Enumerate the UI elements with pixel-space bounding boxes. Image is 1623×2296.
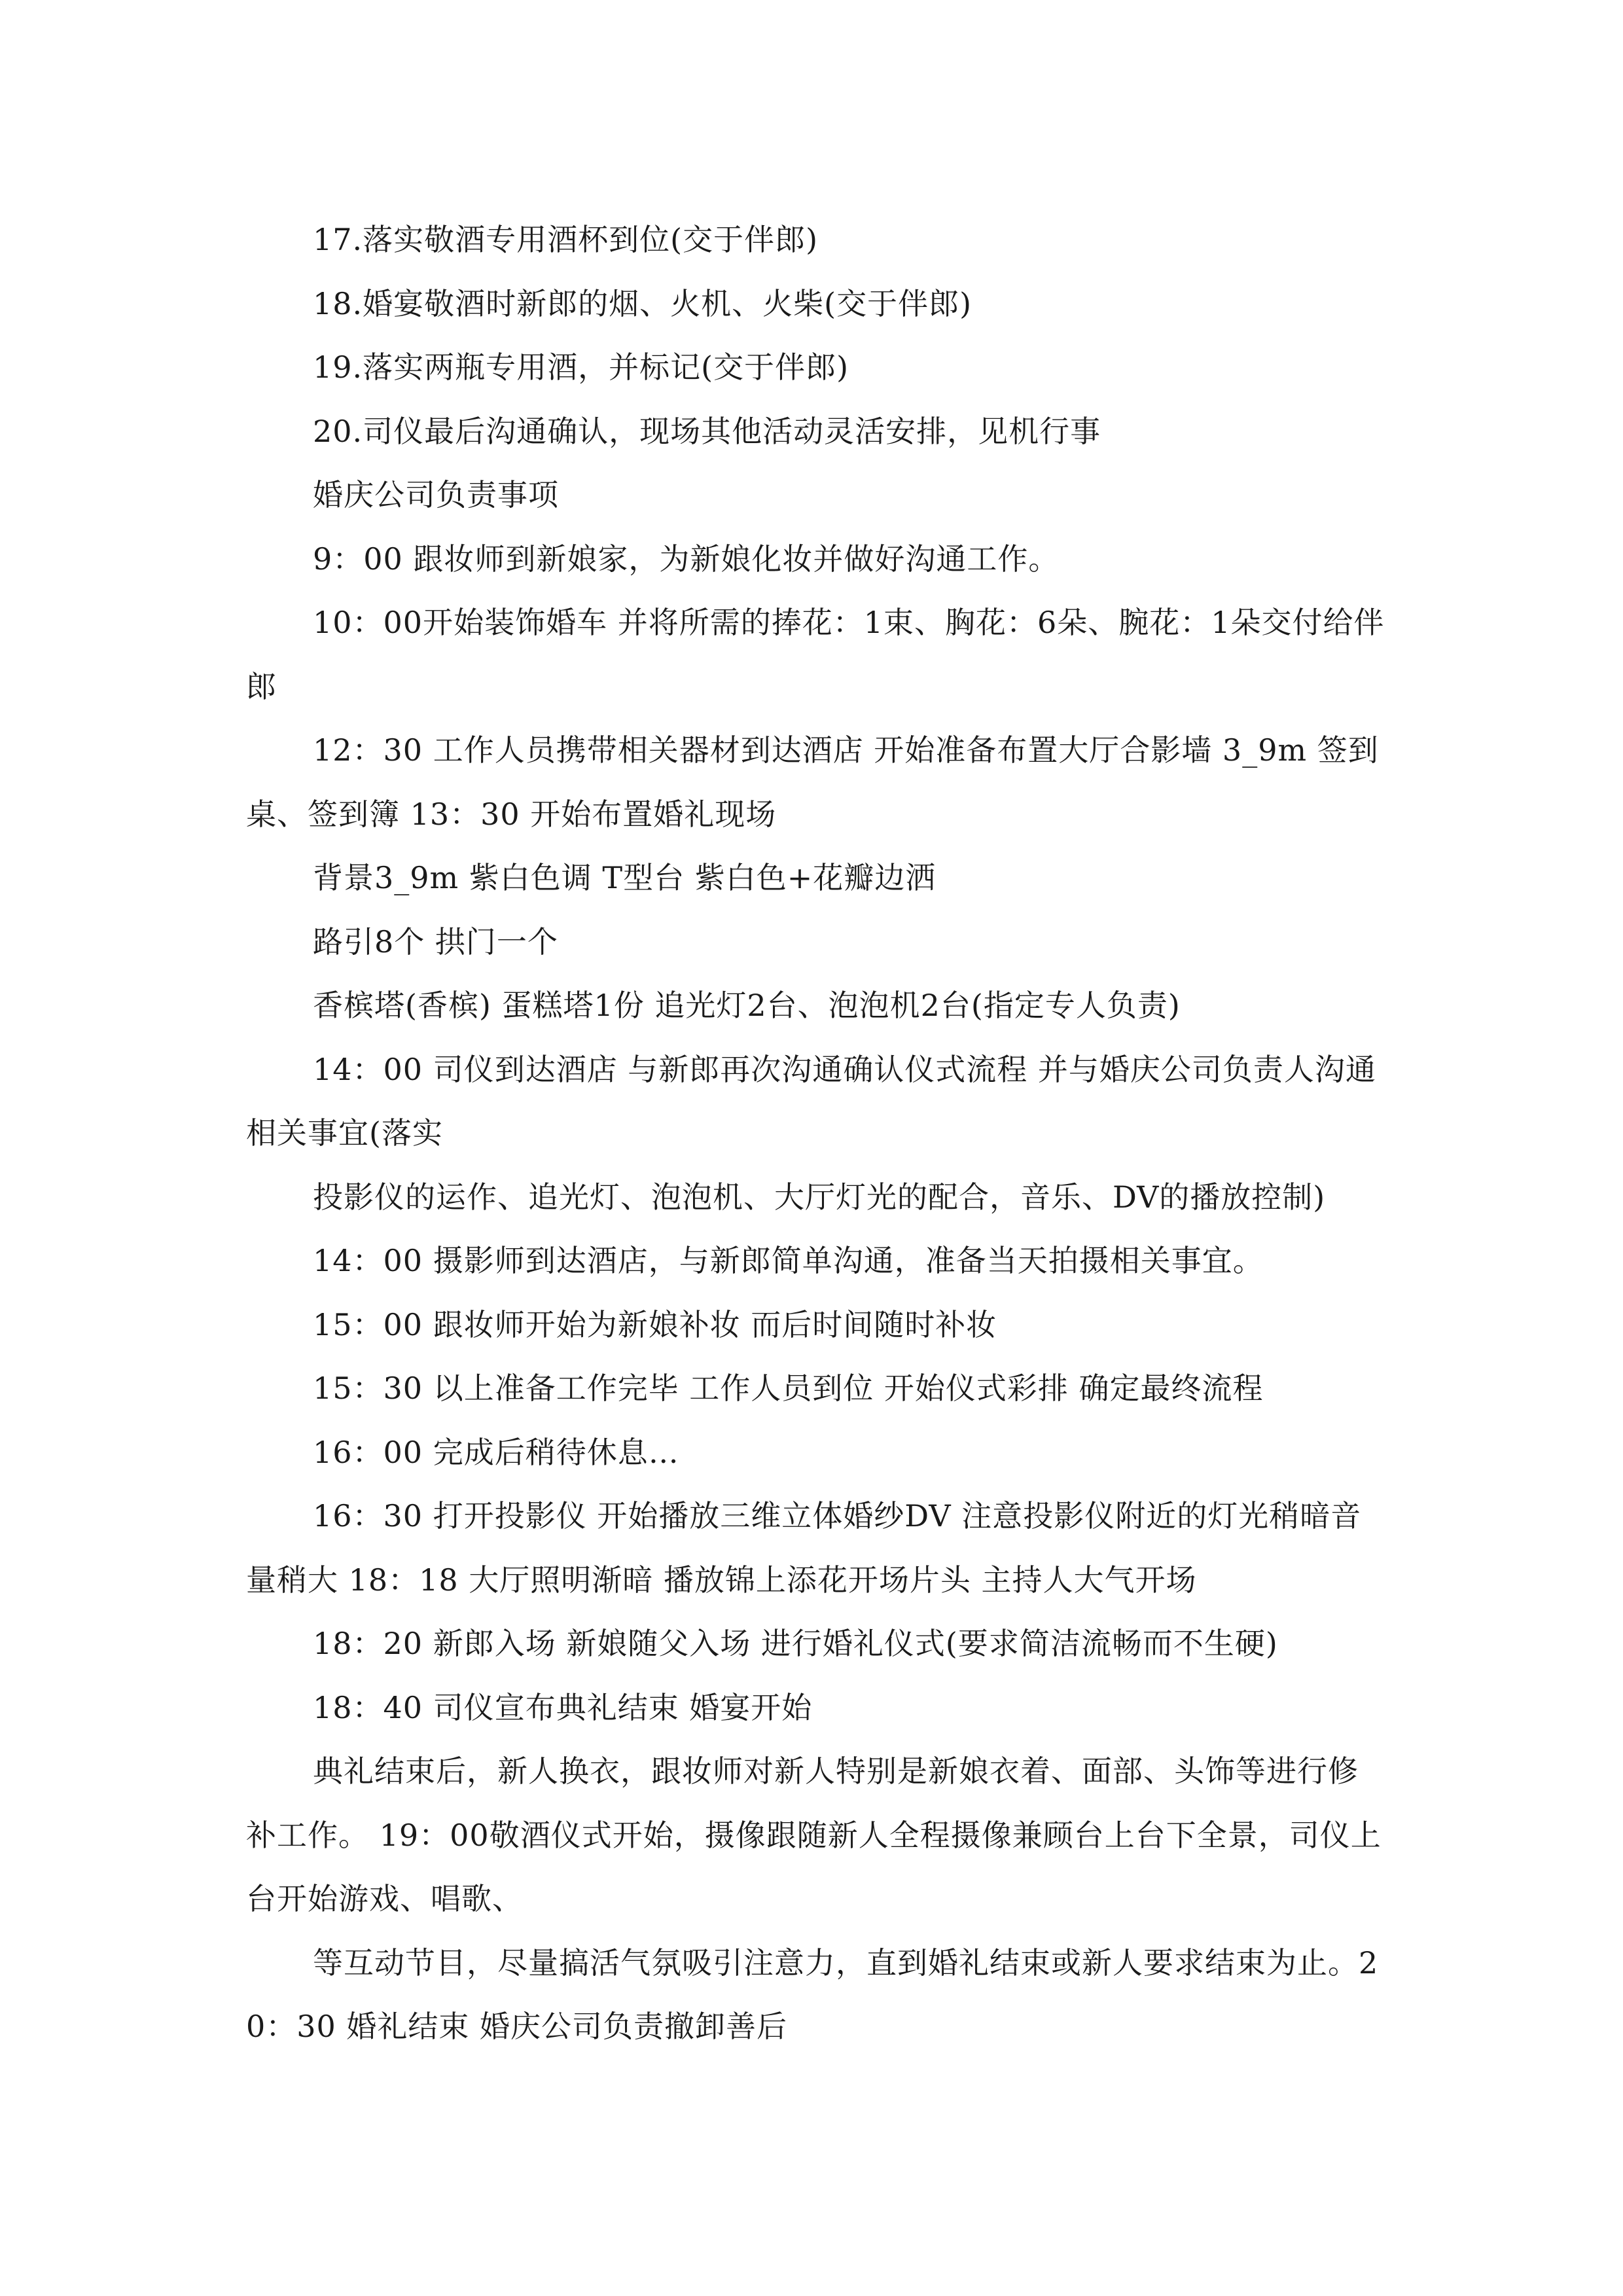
schedule-1820: 18：20 新郎入场 新娘随父入场 进行婚礼仪式(要求简洁流畅而不生硬): [313, 1626, 1278, 1661]
road-guide-setup: 路引8个 拱门一个: [313, 924, 558, 960]
paragraph-item-20: 20.司仪最后沟通确认，现场其他活动灵活安排，见机行事: [313, 413, 1101, 449]
section-heading: 婚庆公司负责事项: [313, 477, 559, 512]
schedule-1500: 15：00 跟妆师开始为新娘补妆 而后时间随时补妆: [313, 1306, 997, 1342]
document-body: [246, 208, 1385, 2059]
schedule-1530: 15：30 以上准备工作完毕 工作人员到位 开始仪式彩排 确定最终流程: [313, 1371, 1264, 1406]
props-setup: 香槟塔(香槟) 蛋糕塔1份 追光灯2台、泡泡机2台(指定专人负责): [313, 988, 1181, 1023]
schedule-0900: 9：00 跟妆师到新娘家，为新娘化妆并做好沟通工作。: [313, 541, 1060, 577]
schedule-1400-photographer: 14：00 摄影师到达酒店，与新郎简单沟通，准备当天拍摄相关事宜。: [313, 1243, 1264, 1278]
schedule-1630: 16：30 打开投影仪 开始播放三维立体婚纱DV 注意投影仪附近的灯光稍暗音量稍大 18：18 大厅照明渐暗 播放锦上添花开场片头 主持人大气开场: [246, 1498, 1362, 1598]
schedule-1230: 12：30 工作人员携带相关器材到达酒店 开始准备布置大厅合影墙 3_9m 签到桌、签到簿 13：30 开始布置婚礼现场: [246, 732, 1379, 832]
paragraph-item-17: 17.落实敬酒专用酒杯到位(交于伴郎): [313, 222, 819, 257]
schedule-1600: 16：00 完成后稍待休息…: [313, 1434, 679, 1470]
schedule-1400-host: 14：00 司仪到达酒店 与新郎再次沟通确认仪式流程 并与婚庆公司负责人沟通相关事宜(落实: [246, 1051, 1376, 1151]
closing-paragraph: 等互动节目，尽量搞活气氛吸引注意力，直到婚礼结束或新人要求结束为止。20：30 婚礼结束 婚庆公司负责撤卸善后: [246, 1945, 1379, 2044]
paragraph-item-18: 18.婚宴敬酒时新郎的烟、火机、火柴(交于伴郎): [313, 285, 972, 321]
schedule-1000: 10：00开始装饰婚车 并将所需的捧花：1束、胸花：6朵、腕花：1朵交付给伴郎: [246, 605, 1385, 704]
background-setup: 背景3_9m 紫白色调 T型台 紫白色+花瓣边洒: [313, 860, 936, 895]
schedule-1840: 18：40 司仪宣布典礼结束 婚宴开始: [313, 1689, 813, 1725]
equipment-control: 投影仪的运作、追光灯、泡泡机、大厅灯光的配合，音乐、DV的播放控制): [313, 1179, 1326, 1215]
paragraph-item-19: 19.落实两瓶专用酒，并标记(交于伴郎): [313, 350, 849, 385]
after-ceremony: 典礼结束后，新人换衣，跟妆师对新人特别是新娘衣着、面部、头饰等进行修补工作。 19：00敬酒仪式开始，摄像跟随新人全程摄像兼顾台上台下全景，司仪上台开始游戏、唱歌、: [246, 1753, 1382, 1916]
